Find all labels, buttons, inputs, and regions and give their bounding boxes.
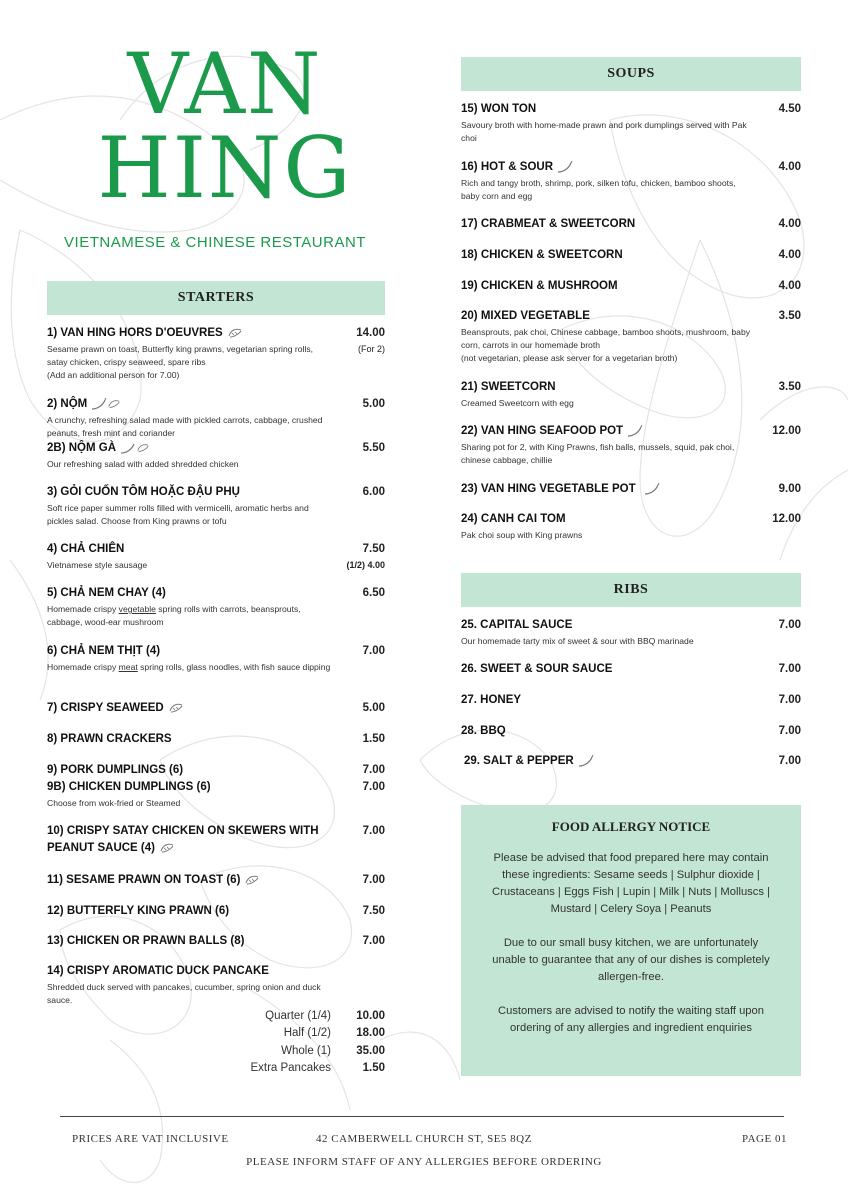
allergy-ingredients-text: Please be advised that food prepared here may contain these ingredients: Sesame seeds | Sulphur dioxide | Crustaceans | Eggs Fish | Lupin | Milk | Nuts | Molluscs | Mustard | Celery Soya | Peanuts [492,852,770,915]
menu-item-soup-19 [461,278,801,298]
item-name: 26. SWEET & SOUR SAUCE [461,663,613,675]
item-price-note: (For 2) [358,344,385,354]
menu-item-starter-2 [47,396,385,440]
item-name: 27. HONEY [461,694,522,706]
footer-divider [60,1116,784,1117]
menu-item-starter-8 [47,731,385,751]
peanut-icon [136,442,150,454]
item-name: 9B) CHICKEN DUMPLINGS (6) [47,781,211,793]
item-name: 5) CHẢ NEM CHAY (4) [47,587,166,599]
menu-item-starter-1 [47,325,385,385]
item-price: 7.00 [778,694,801,706]
item-price: 3.50 [778,381,801,393]
item-description: Pak choi soup with King prawns [461,530,583,540]
footer-allergy-reminder: PLEASE INFORM STAFF OF ANY ALLERGIES BEFORE ORDERING [246,1156,602,1168]
item-name: 10) CRISPY SATAY CHICKEN ON SKEWERS WITH PEANUT SAUCE (4) [47,825,319,854]
menu-item-starter-13 [47,933,385,953]
peanut-icon [227,327,243,339]
item-name: 2B) NỘM GÀ [47,440,150,457]
item-price: 7.50 [362,905,385,917]
menu-item-ribs-25 [461,617,801,649]
peanut-icon [168,702,184,714]
item-price: 5.00 [362,702,385,714]
item-name: 23) VAN HING VEGETABLE POT [461,481,660,498]
menu-item-starter-5 [47,585,385,629]
restaurant-name-line1: VAN [127,35,323,133]
item-description: Our homemade tarty mix of sweet & sour with BBQ marinade [461,636,694,646]
peanut-icon [107,398,121,410]
item-price: 5.50 [362,442,385,454]
section-header-ribs: RIBS [461,573,801,607]
item-description: Our refreshing salad with added shredded chicken [47,459,239,469]
duck-option-price: 18.00 [356,1027,385,1039]
item-name: 12) BUTTERFLY KING PRAWN (6) [47,905,230,917]
item-description: Beansprouts, pak choi, Chinese cabbage, bamboo shoots, mushroom, baby corn, carrots in our homemade broth (not vegetarian, please ask server for a vegetarian broth) [461,327,751,363]
restaurant-name [60,35,390,217]
item-name: 17) CRABMEAT & SWEETCORN [461,218,636,230]
footer-vat-note: PRICES ARE VAT INCLUSIVE [72,1133,229,1145]
item-price-note: (1/2) 4.00 [346,560,385,570]
menu-item-soup-23 [461,481,801,501]
allergy-notify-text: Customers are advised to notify the waiting staff upon ordering of any allergies and ingredient enquiries [498,1005,764,1034]
menu-item-ribs-26 [461,661,801,681]
item-price: 7.00 [778,755,801,767]
item-price: 7.00 [362,645,385,657]
item-name: 21) SWEETCORN [461,381,556,393]
section-header-starters: STARTERS [47,281,385,315]
item-description: A crunchy, refreshing salad made with pickled carrots, cabbage, crushed peanuts, fresh mint and coriander [47,415,323,438]
item-price: 7.00 [362,874,385,886]
item-description: Sesame prawn on toast, Butterfly king prawns, vegetarian spring rolls, satay chicken, crispy seaweed, spare ribs (Add an additional person for 7.00) [47,344,314,380]
item-name: 7) CRISPY SEAWEED [47,700,184,717]
item-price: 7.00 [778,663,801,675]
menu-item-starter-3 [47,484,385,528]
menu-item-starter-11 [47,872,385,892]
item-price: 7.00 [362,935,385,947]
duck-option-label: Whole (1) [281,1045,331,1057]
menu-item-soup-18 [461,247,801,267]
menu-item-starter-12 [47,903,385,923]
menu-item-starter-10 [47,823,385,859]
item-name: 25. CAPITAL SAUCE [461,619,573,631]
menu-item-starter-14 [47,963,385,1083]
item-name: 8) PRAWN CRACKERS [47,733,172,745]
item-name: 22) VAN HING SEAFOOD POT [461,423,643,440]
item-name: 20) MIXED VEGETABLE [461,310,590,322]
item-name: 19) CHICKEN & MUSHROOM [461,280,618,292]
duck-option-price: 35.00 [356,1045,385,1057]
item-price: 12.00 [772,425,801,437]
item-price: 3.50 [778,310,801,322]
item-name: 13) CHICKEN OR PRAWN BALLS (8) [47,935,245,947]
menu-item-soup-22 [461,423,801,467]
item-description: Creamed Sweetcorn with egg [461,398,574,408]
duck-option-label: Half (1/2) [283,1027,331,1039]
item-price: 6.50 [362,587,385,599]
item-description: Homemade crispy vegetable spring rolls with carrots, beansprouts, cabbage, wood-ear mushroom [47,604,301,627]
peanut-icon [159,842,175,854]
item-price: 7.00 [362,825,385,837]
menu-item-ribs-27 [461,692,801,712]
chili-icon [644,483,660,495]
duck-option-label: Quarter (1/4) [265,1010,331,1022]
item-price: 12.00 [772,513,801,525]
item-description: Sharing pot for 2, with King Prawns, fish balls, mussels, squid, pak choi, chinese cabbage, chillie [461,442,735,465]
item-name: 2) NỘM [47,396,121,413]
menu-item-soup-24 [461,511,801,543]
item-name: 24) CANH CAI TOM [461,513,566,525]
item-price: 7.50 [362,543,385,555]
item-price: 7.00 [778,725,801,737]
item-price: 4.00 [778,218,801,230]
duck-option-label: Extra Pancakes [250,1062,331,1074]
item-name: 28. BBQ [461,725,506,737]
menu-item-starter-9b [47,779,385,811]
item-name: 14) CRISPY AROMATIC DUCK PANCAKE [47,965,269,977]
item-description: Homemade crispy meat spring rolls, glass noodles, with fish sauce dipping [47,662,331,672]
item-description: Rich and tangy broth, shrimp, pork, silken tofu, chicken, bamboo shoots, baby corn and egg [461,178,736,201]
item-price: 14.00 [356,327,385,339]
food-allergy-notice [461,805,801,1076]
menu-item-starter-4 [47,541,385,575]
chili-icon [557,161,573,173]
chili-icon [578,755,594,767]
item-name: 11) SESAME PRAWN ON TOAST (6) [47,872,260,889]
menu-item-soup-20 [461,308,801,366]
item-price: 7.00 [362,781,385,793]
item-price: 9.00 [778,483,801,495]
item-description: Shredded duck served with pancakes, cucumber, spring onion and duck sauce. [47,982,321,1005]
item-name: 1) VAN HING HORS D'OEUVRES [47,325,243,342]
restaurant-name-line2: HING [97,119,353,217]
footer-page-number: PAGE 01 [742,1133,787,1145]
item-description: Soft rice paper summer rolls filled with vermicelli, aromatic herbs and pickles salad. Choose from King prawns or tofu [47,503,309,526]
item-name: 3) GỎI CUỐN TÔM HOẶC ĐẬU PHỤ [47,486,240,498]
item-price: 6.00 [362,486,385,498]
section-header-soups: SOUPS [461,57,801,91]
item-name: 9) PORK DUMPLINGS (6) [47,764,184,776]
menu-item-starter-2b [47,440,385,470]
item-description: Savoury broth with home-made prawn and pork dumplings served with Pak choi [461,120,747,143]
menu-item-starter-7 [47,700,385,720]
chili-icon [120,442,136,454]
item-name: 29. SALT & PEPPER [464,753,594,770]
menu-item-ribs-28 [461,723,801,743]
allergy-notice-title: FOOD ALLERGY NOTICE [551,819,711,834]
item-price: 4.00 [778,249,801,261]
chili-icon [91,398,107,410]
footer-address: 42 CAMBERWELL CHURCH ST, SE5 8QZ [316,1133,532,1145]
menu-item-ribs-29 [461,753,801,773]
menu-item-soup-17 [461,216,801,236]
item-name: 15) WON TON [461,103,537,115]
restaurant-subtitle: VIETNAMESE & CHINESE RESTAURANT [64,234,366,251]
allergy-kitchen-text: Due to our small busy kitchen, we are unfortunately unable to guarantee that any of our dishes is completely allergen-free. [492,937,770,983]
menu-item-soup-21 [461,379,801,411]
item-name: 6) CHẢ NEM THỊT (4) [47,645,161,657]
peanut-icon [244,874,260,886]
item-description: Vietnamese style sausage [47,560,148,570]
item-price: 4.00 [778,161,801,173]
duck-option-price: 10.00 [356,1010,385,1022]
duck-option-price: 1.50 [362,1062,385,1074]
item-price: 4.50 [778,103,801,115]
item-price: 1.50 [362,733,385,745]
item-name: 4) CHẢ CHIÊN [47,543,125,555]
item-name: 18) CHICKEN & SWEETCORN [461,249,623,261]
menu-item-soup-16 [461,159,801,203]
item-price: 7.00 [778,619,801,631]
item-description: Choose from wok-fried or Steamed [47,798,181,808]
item-price: 5.00 [362,398,385,410]
item-price: 4.00 [778,280,801,292]
item-name: 16) HOT & SOUR [461,159,573,176]
chili-icon [627,425,643,437]
menu-item-starter-6 [47,643,385,687]
item-price: 7.00 [362,764,385,776]
menu-item-soup-15 [461,101,801,145]
